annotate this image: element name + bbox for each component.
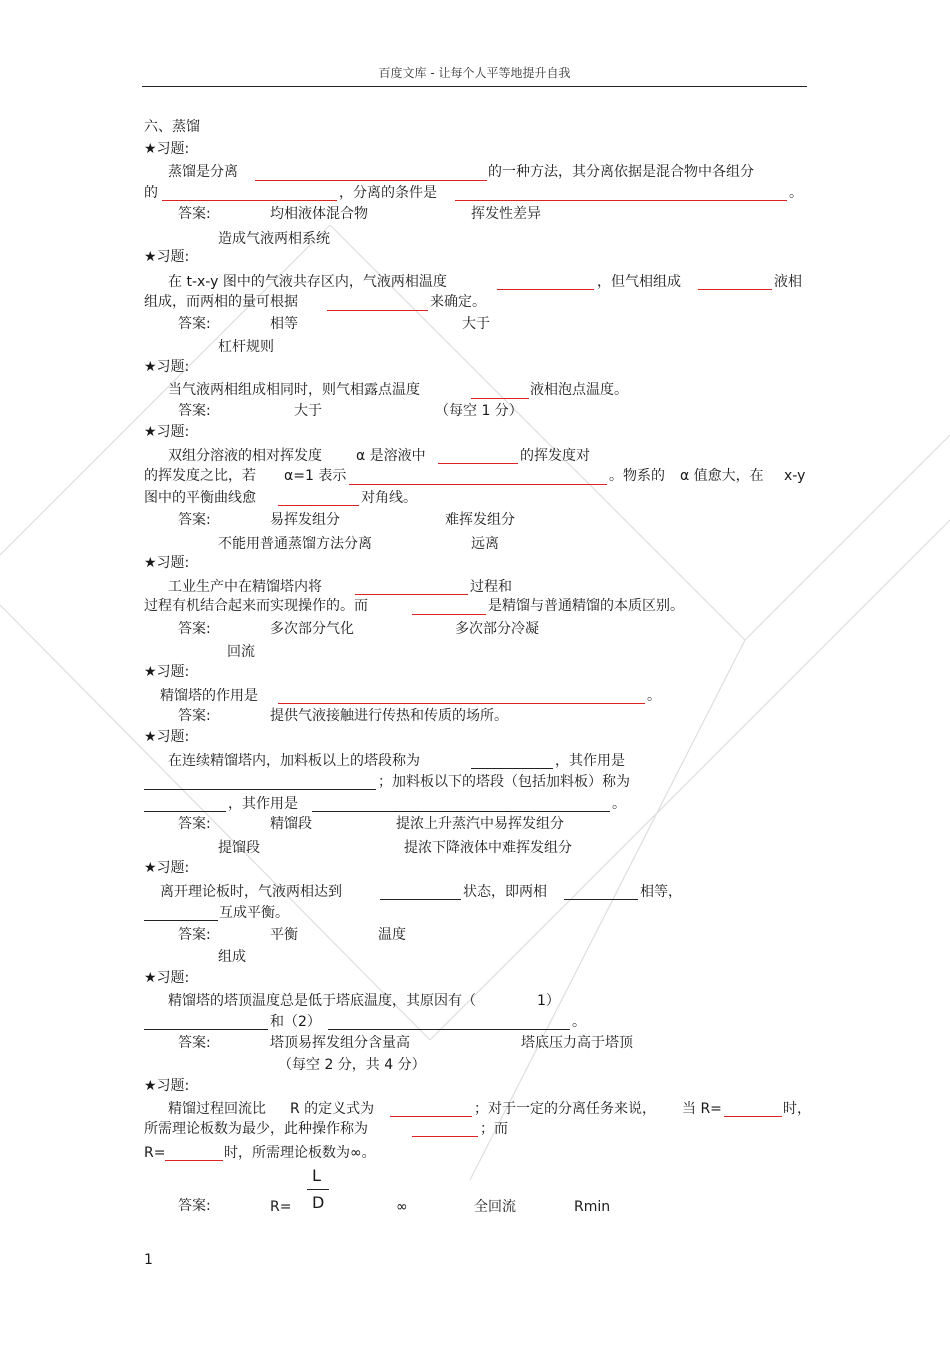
q8-text: 状态，即两相 [463, 884, 547, 900]
q5-text: 过程有机结合起来而实现操作的。而 [144, 598, 368, 614]
q2-text: 液相 [774, 274, 802, 290]
q10-text: 精馏过程回流比 [168, 1101, 266, 1117]
exercise-label: ★习题: [144, 359, 190, 375]
q8-blank-2 [564, 899, 638, 900]
q10-text: 时，所需理论板数为∞。 [224, 1145, 376, 1161]
q10-blank-3 [412, 1136, 478, 1137]
q10-blank-2 [724, 1116, 782, 1117]
q9-text: 和（2） [270, 1014, 321, 1030]
exercise-label: ★习题: [144, 1078, 190, 1094]
answer-label: 答案: [178, 403, 211, 419]
q7-blank-4 [312, 811, 610, 812]
q9-text: 1） [537, 993, 560, 1009]
q8-answer: 温度 [378, 927, 406, 943]
q10-answer: Rmin [574, 1199, 611, 1215]
answer-label: 答案: [178, 927, 211, 943]
q10-answer: R= [270, 1199, 292, 1215]
q9-answer: （每空 2 分，共 4 分） [278, 1057, 426, 1073]
q3-text: 液相泡点温度。 [530, 382, 628, 398]
q1-blank-2 [162, 200, 337, 201]
exercise-label: ★习题: [144, 729, 190, 745]
answer-label: 答案: [178, 512, 211, 528]
q1-text: 蒸馏是分离 [168, 164, 238, 180]
q2-blank-1 [497, 289, 594, 290]
exercise-label: ★习题: [144, 970, 190, 986]
q3-text: 当气液两相组成相同时，则气相露点温度 [168, 382, 420, 398]
q4-text: 。物系的 [609, 468, 665, 484]
q1-text: 。 [789, 185, 803, 201]
q6-text: 。 [647, 688, 661, 704]
q2-text: 在 t-x-y 图中的气液共存区内，气液两相温度 [168, 274, 447, 290]
q7-text: 在连续精馏塔内，加料板以上的塔段称为 [168, 753, 420, 769]
q5-text: 是精馏与普通精馏的本质区别。 [488, 598, 684, 614]
q3-answer: （每空 1 分） [435, 403, 523, 419]
q1-text: 的一种方法，其分离依据是混合物中各组分 [488, 164, 754, 180]
q4-answer: 难挥发组分 [445, 512, 515, 528]
q8-answer: 组成 [218, 949, 246, 965]
q5-answer: 多次部分气化 [270, 621, 354, 637]
q5-text: 过程和 [470, 579, 512, 595]
q8-text: 离开理论板时，气液两相达到 [160, 884, 342, 900]
q1-text: 的 [144, 185, 158, 201]
q7-text: ，其作用是 [228, 796, 298, 812]
q9-text: 。 [572, 1014, 586, 1030]
q10-text: 当 R= [682, 1101, 722, 1117]
q7-text: ；加料板以下的塔段（包括加料板）称为 [378, 774, 630, 790]
answer-label: 答案: [178, 206, 211, 222]
answer-label: 答案: [178, 1035, 211, 1051]
header-rule [142, 86, 807, 87]
q4-blank-3 [278, 505, 359, 506]
exercise-label: ★习题: [144, 141, 190, 157]
q10-text: ；而 [480, 1121, 508, 1137]
q10-blank-1 [390, 1116, 472, 1117]
q5-blank-2 [412, 614, 486, 615]
answer-label: 答案: [178, 708, 211, 724]
q4-blank-1 [438, 463, 518, 464]
q7-answer: 精馏段 [270, 816, 312, 832]
q5-answer: 回流 [227, 644, 255, 660]
q2-answer: 相等 [270, 316, 298, 332]
q1-answer: 均相液体混合物 [270, 206, 368, 222]
q2-answer: 杠杆规则 [218, 339, 274, 355]
q9-text: 精馏塔的塔顶温度总是低于塔底温度，其原因有（ [168, 993, 476, 1009]
answer-label: 答案: [178, 316, 211, 332]
q10-answer: ∞ [396, 1199, 408, 1215]
q8-blank-3 [144, 920, 218, 921]
q4-answer: 不能用普通蒸馏方法分离 [218, 536, 372, 552]
q8-text: 相等， [640, 884, 682, 900]
q7-blank-3 [144, 811, 226, 812]
fraction-bar [307, 1189, 329, 1190]
q6-answer: 提供气液接触进行传热和传质的场所。 [270, 708, 508, 724]
q8-blank-1 [380, 899, 461, 900]
q4-text: 双组分溶液的相对挥发度 [168, 448, 322, 464]
q5-answer: 多次部分冷凝 [455, 621, 539, 637]
q1-answer: 挥发性差异 [471, 206, 541, 222]
q1-blank-3 [455, 200, 787, 201]
answer-label: 答案: [178, 816, 211, 832]
q10-text: ；对于一定的分离任务来说， [474, 1101, 656, 1117]
q1-answer: 造成气液两相系统 [218, 231, 330, 247]
exercise-label: ★习题: [144, 860, 190, 876]
q2-text: ，但气相组成 [597, 274, 681, 290]
q4-text: α=1 表示 [284, 468, 347, 484]
q7-answer: 提馏段 [218, 840, 260, 856]
q7-blank-2 [144, 789, 376, 790]
q10-answer: 全回流 [474, 1199, 516, 1215]
q2-blank-2 [698, 289, 772, 290]
page-header: 百度文库 - 让每个人平等地提升自我 [378, 66, 571, 80]
q7-text: 。 [612, 796, 626, 812]
q4-text: 对角线。 [361, 490, 417, 506]
q4-answer: 远离 [471, 536, 499, 552]
q4-text: α 值愈大，在 [680, 468, 764, 484]
q9-blank-2 [328, 1029, 570, 1030]
page-number: 1 [144, 1252, 153, 1268]
q10-text: R 的定义式为 [290, 1101, 375, 1117]
exercise-label: ★习题: [144, 249, 190, 265]
q6-blank-1 [278, 703, 645, 704]
q3-answer: 大于 [294, 403, 322, 419]
exercise-label: ★习题: [144, 424, 190, 440]
q5-blank-1 [355, 594, 468, 595]
exercise-label: ★习题: [144, 555, 190, 571]
q2-text: 组成，而两相的量可根据 [144, 294, 298, 310]
q10-blank-4 [165, 1160, 223, 1161]
q9-answer: 塔顶易挥发组分含量高 [270, 1035, 410, 1051]
q7-blank-1 [471, 768, 553, 769]
q10-text: 时， [783, 1101, 811, 1117]
q2-text: 来确定。 [430, 294, 486, 310]
q6-text: 精馏塔的作用是 [160, 688, 258, 704]
q7-answer: 提浓上升蒸汽中易挥发组分 [396, 816, 564, 832]
q4-text: 的挥发度之比，若 [144, 468, 256, 484]
q2-blank-3 [327, 310, 428, 311]
fraction-numerator: L [312, 1166, 321, 1185]
q9-answer: 塔底压力高于塔顶 [521, 1035, 633, 1051]
q1-text: ，分离的条件是 [339, 185, 437, 201]
q4-blank-2 [349, 484, 607, 485]
q5-text: 工业生产中在精馏塔内将 [168, 579, 322, 595]
q4-text: x-y [784, 468, 806, 484]
answer-label: 答案: [178, 1198, 211, 1214]
q4-answer: 易挥发组分 [270, 512, 340, 528]
q1-blank-1 [255, 180, 487, 181]
fraction-denominator: D [312, 1193, 325, 1212]
q3-blank-1 [471, 398, 529, 399]
q8-text: 互成平衡。 [219, 905, 289, 921]
section-title: 六、蒸馏 [144, 119, 200, 135]
q4-text: 的挥发度对 [520, 448, 590, 464]
q4-text: α 是溶液中 [356, 448, 426, 464]
q10-text: 所需理论板数为最少，此种操作称为 [144, 1121, 368, 1137]
q2-answer: 大于 [462, 316, 490, 332]
q7-answer: 提浓下降液体中难挥发组分 [404, 840, 572, 856]
exercise-label: ★习题: [144, 664, 190, 680]
q4-text: 图中的平衡曲线愈 [144, 490, 256, 506]
q7-text: ，其作用是 [555, 753, 625, 769]
q10-text: R= [144, 1145, 166, 1161]
answer-label: 答案: [178, 621, 211, 637]
q8-answer: 平衡 [270, 927, 298, 943]
q9-blank-1 [144, 1029, 268, 1030]
